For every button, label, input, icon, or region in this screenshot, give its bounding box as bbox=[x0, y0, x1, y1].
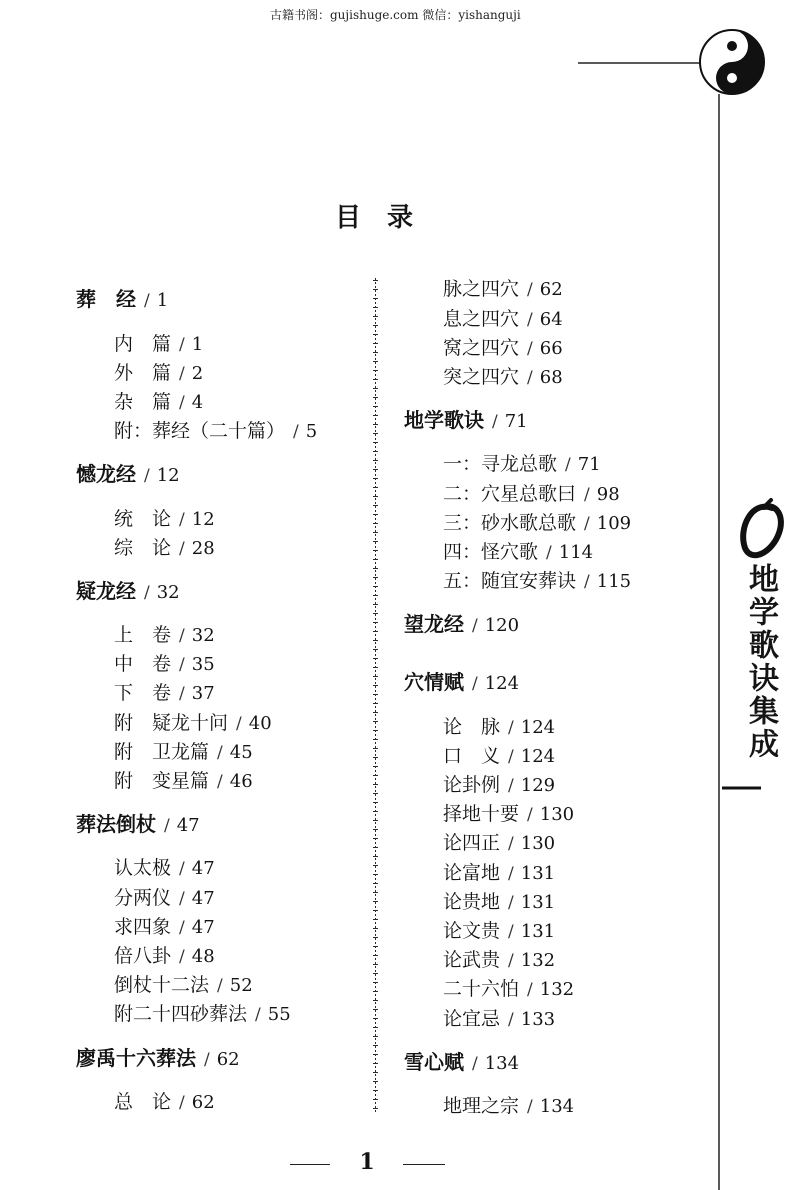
toc-entry-title: 地理之宗 bbox=[443, 1094, 520, 1117]
toc-separator: / bbox=[508, 892, 514, 913]
toc-separator: / bbox=[179, 888, 185, 909]
toc-entry-title: 一：寻龙总歌 bbox=[443, 453, 558, 476]
toc-page-number: 52 bbox=[229, 975, 253, 997]
toc-page-number: 47 bbox=[191, 887, 215, 909]
toc-separator: / bbox=[179, 509, 185, 530]
toc-page-number: 129 bbox=[520, 775, 556, 797]
toc-page-number: 115 bbox=[596, 571, 632, 593]
toc-separator: / bbox=[179, 392, 185, 413]
toc-separator: / bbox=[527, 280, 533, 301]
toc-entry-title: 附 疑龙十问 bbox=[114, 711, 229, 734]
toc-entry-title: 论文贵 bbox=[443, 919, 501, 942]
toc-entry bbox=[0, 505, 360, 534]
toc-entry-title: 附 变星篇 bbox=[114, 770, 210, 793]
toc-entry bbox=[0, 854, 360, 883]
yin-yang-icon bbox=[700, 30, 764, 94]
toc-separator: / bbox=[179, 684, 185, 705]
toc-page-number: 120 bbox=[484, 615, 520, 637]
toc-section-heading bbox=[0, 563, 360, 621]
toc-entry-title: 杂 篇 bbox=[114, 390, 172, 413]
toc-separator: / bbox=[472, 1053, 478, 1074]
toc-entry-title: 求四象 bbox=[114, 915, 172, 938]
toc-entry-title: 上 卷 bbox=[114, 624, 172, 647]
toc-page-number: 62 bbox=[539, 279, 563, 301]
toc-entry bbox=[0, 534, 360, 563]
toc-entry bbox=[0, 913, 360, 942]
toc-entry bbox=[360, 1092, 700, 1121]
toc-entry-title: 总 论 bbox=[114, 1090, 172, 1113]
toc-entry bbox=[360, 946, 700, 975]
toc-entry bbox=[0, 621, 360, 650]
toc-section-heading bbox=[360, 596, 700, 654]
toc-separator: / bbox=[217, 742, 223, 763]
toc-entry bbox=[0, 388, 360, 417]
toc-entry-title: 论富地 bbox=[443, 861, 501, 884]
toc-separator: / bbox=[144, 466, 150, 487]
footer-rule-left bbox=[290, 1164, 330, 1165]
toc-page-number: 45 bbox=[229, 741, 253, 763]
toc-page-number: 68 bbox=[539, 366, 563, 388]
toc-section-heading bbox=[360, 392, 700, 450]
toc-separator: / bbox=[293, 422, 299, 443]
toc-page-number: 133 bbox=[520, 1008, 556, 1030]
toc-page-number: 71 bbox=[577, 454, 601, 476]
toc-page-number: 1 bbox=[191, 333, 204, 355]
toc-entry bbox=[360, 771, 700, 800]
toc-entry bbox=[360, 567, 700, 596]
toc-separator: / bbox=[144, 582, 150, 603]
toc-entry-title: 择地十要 bbox=[443, 803, 520, 826]
toc-entry bbox=[360, 888, 700, 917]
toc-page-number: 130 bbox=[520, 833, 556, 855]
toc-page-number: 28 bbox=[191, 537, 215, 559]
toc-section-heading bbox=[360, 654, 700, 712]
toc-entry bbox=[360, 334, 700, 363]
toc-separator: / bbox=[179, 334, 185, 355]
toc-entry-title: 三：砂水歌总歌 bbox=[443, 511, 577, 534]
toc-entry-title: 五：随宜安葬诀 bbox=[443, 570, 577, 593]
toc-entry bbox=[0, 359, 360, 388]
toc-separator: / bbox=[179, 626, 185, 647]
footer-rule-right bbox=[403, 1164, 445, 1165]
toc-entry bbox=[360, 829, 700, 858]
toc-section-heading bbox=[360, 1034, 700, 1092]
toc-title: 目 录 bbox=[335, 203, 414, 233]
toc-separator: / bbox=[527, 980, 533, 1001]
toc-entry-title: 二十六怕 bbox=[443, 978, 520, 1001]
toc-entry-title: 葬 经 bbox=[76, 287, 136, 312]
toc-entry-title: 二：穴星总歌曰 bbox=[443, 482, 577, 505]
toc-page-number: 114 bbox=[558, 541, 594, 563]
toc-separator: / bbox=[236, 713, 242, 734]
toc-entry-title: 地学歌诀 bbox=[404, 408, 484, 433]
toc-separator: / bbox=[472, 674, 478, 695]
toc-page-number: 131 bbox=[520, 920, 556, 942]
toc-page-number: 130 bbox=[539, 804, 575, 826]
toc-separator: / bbox=[255, 1005, 261, 1026]
toc-page-number: 32 bbox=[156, 581, 180, 603]
toc-entry bbox=[360, 975, 700, 1004]
toc-entry bbox=[360, 917, 700, 946]
toc-separator: / bbox=[584, 572, 590, 593]
toc-entry bbox=[0, 679, 360, 708]
book-title-vertical: 地学歌诀集成 bbox=[743, 563, 778, 761]
toc-page-number: 48 bbox=[191, 945, 215, 967]
toc-entry-title: 论宜忌 bbox=[443, 1007, 501, 1030]
toc-entry-title: 下 卷 bbox=[114, 682, 172, 705]
toc-entry bbox=[360, 800, 700, 829]
toc-page-number: 4 bbox=[191, 391, 204, 413]
toc-entry bbox=[0, 417, 360, 446]
toc-page-number: 131 bbox=[520, 891, 556, 913]
toc-entry-title: 息之四穴 bbox=[443, 307, 520, 330]
toc-entry-title: 脉之四穴 bbox=[443, 278, 520, 301]
toc-entry-title: 论武贵 bbox=[443, 949, 501, 972]
toc-entry bbox=[0, 738, 360, 767]
toc-separator: / bbox=[527, 367, 533, 388]
page-number: 1 bbox=[359, 1149, 375, 1175]
toc-separator: / bbox=[508, 776, 514, 797]
toc-separator: / bbox=[179, 655, 185, 676]
toc-separator: / bbox=[508, 921, 514, 942]
toc-separator: / bbox=[179, 946, 185, 967]
toc-page-number: 66 bbox=[539, 337, 563, 359]
site-watermark: 古籍书阁：gujishuge.com 微信：yishanguji bbox=[270, 8, 521, 22]
toc-entry bbox=[360, 1005, 700, 1034]
toc-separator: / bbox=[204, 1049, 210, 1070]
toc-section-heading bbox=[0, 1030, 360, 1088]
toc-page-number: 131 bbox=[520, 862, 556, 884]
toc-page-number: 1 bbox=[156, 290, 169, 312]
toc-entry bbox=[360, 742, 700, 771]
toc-separator: / bbox=[164, 816, 170, 837]
toc-entry bbox=[360, 509, 700, 538]
toc-separator: / bbox=[565, 455, 571, 476]
toc-page-number: 132 bbox=[520, 950, 556, 972]
toc-separator: / bbox=[508, 1009, 514, 1030]
toc-page-number: 62 bbox=[216, 1048, 240, 1070]
toc-page-number: 124 bbox=[484, 673, 520, 695]
toc-entry bbox=[0, 330, 360, 359]
toc-entry bbox=[0, 1000, 360, 1029]
toc-entry bbox=[360, 363, 700, 392]
toc-separator: / bbox=[508, 863, 514, 884]
toc-page-number: 47 bbox=[176, 815, 200, 837]
toc-section-heading bbox=[0, 285, 360, 329]
toc-separator: / bbox=[179, 363, 185, 384]
toc-column-right bbox=[360, 275, 700, 1121]
toc-entry bbox=[360, 480, 700, 509]
toc-entry-title: 论四正 bbox=[443, 832, 501, 855]
toc-entry bbox=[360, 275, 700, 304]
toc-entry-title: 憾龙经 bbox=[76, 462, 136, 487]
toc-separator: / bbox=[508, 951, 514, 972]
toc-separator: / bbox=[492, 412, 498, 433]
toc-page-number: 64 bbox=[539, 308, 563, 330]
toc-page-number: 47 bbox=[191, 916, 215, 938]
toc-separator: / bbox=[527, 309, 533, 330]
toc-entry-title: 穴情赋 bbox=[404, 670, 464, 695]
toc-entry-title: 论卦例 bbox=[443, 774, 501, 797]
toc-entry bbox=[0, 650, 360, 679]
toc-entry-title: 统 论 bbox=[114, 507, 172, 530]
toc-section-heading bbox=[0, 796, 360, 854]
toc-separator: / bbox=[217, 976, 223, 997]
toc-separator: / bbox=[144, 291, 150, 312]
toc-section-heading bbox=[0, 446, 360, 504]
toc-page-number: 134 bbox=[484, 1052, 520, 1074]
toc-separator: / bbox=[584, 484, 590, 505]
toc-entry-title: 外 篇 bbox=[114, 361, 172, 384]
toc-entry bbox=[0, 709, 360, 738]
toc-page-number: 132 bbox=[539, 979, 575, 1001]
toc-separator: / bbox=[508, 717, 514, 738]
toc-page-number: 32 bbox=[191, 625, 215, 647]
toc-entry-title: 窝之四穴 bbox=[443, 336, 520, 359]
toc-page-number: 12 bbox=[156, 465, 180, 487]
toc-separator: / bbox=[179, 1092, 185, 1113]
toc-separator: / bbox=[584, 513, 590, 534]
toc-entry-title: 倍八卦 bbox=[114, 944, 172, 967]
toc-entry bbox=[0, 942, 360, 971]
toc-entry bbox=[0, 767, 360, 796]
toc-entry bbox=[360, 305, 700, 334]
toc-separator: / bbox=[546, 542, 552, 563]
toc-entry-title: 疑龙经 bbox=[76, 578, 136, 603]
toc-page-number: 124 bbox=[520, 716, 556, 738]
toc-column-left bbox=[0, 285, 360, 1117]
toc-page-number: 55 bbox=[267, 1004, 291, 1026]
toc-entry bbox=[0, 884, 360, 913]
toc-page-number: 109 bbox=[596, 512, 632, 534]
toc-page-number: 124 bbox=[520, 745, 556, 767]
toc-separator: / bbox=[179, 917, 185, 938]
toc-page-number: 46 bbox=[229, 771, 253, 793]
toc-entry-title: 中 卷 bbox=[114, 653, 172, 676]
toc-page-number: 40 bbox=[248, 712, 272, 734]
toc-entry-title: 论贵地 bbox=[443, 890, 501, 913]
toc-entry-title: 雪心赋 bbox=[404, 1049, 464, 1074]
toc-separator: / bbox=[179, 538, 185, 559]
toc-entry-title: 廖禹十六葬法 bbox=[76, 1045, 196, 1070]
toc-entry bbox=[360, 450, 700, 479]
toc-page-number: 5 bbox=[305, 421, 318, 443]
toc-entry-title: 倒杖十二法 bbox=[114, 974, 210, 997]
toc-entry-title: 综 论 bbox=[114, 536, 172, 559]
toc-entry-title: 分两仪 bbox=[114, 886, 172, 909]
toc-separator: / bbox=[527, 338, 533, 359]
toc-page-number: 35 bbox=[191, 654, 215, 676]
toc-entry-title: 附：葬经（二十篇） bbox=[114, 420, 286, 443]
toc-entry-title: 认太极 bbox=[114, 857, 172, 880]
toc-entry-title: 突之四穴 bbox=[443, 365, 520, 388]
toc-entry-title: 四：怪穴歌 bbox=[443, 540, 539, 563]
toc-separator: / bbox=[179, 859, 185, 880]
toc-page-number: 62 bbox=[191, 1091, 215, 1113]
toc-page-number: 98 bbox=[596, 483, 620, 505]
toc-entry-title: 葬法倒杖 bbox=[76, 812, 156, 837]
toc-separator: / bbox=[472, 616, 478, 637]
toc-entry-title: 内 篇 bbox=[114, 332, 172, 355]
toc-entry bbox=[360, 859, 700, 888]
toc-entry-title: 附 卫龙篇 bbox=[114, 740, 210, 763]
toc-entry-title: 望龙经 bbox=[404, 612, 464, 637]
toc-page-number: 2 bbox=[191, 362, 204, 384]
toc-page-number: 37 bbox=[191, 683, 215, 705]
toc-entry-title: 口 义 bbox=[443, 744, 501, 767]
toc-entry bbox=[360, 538, 700, 567]
toc-entry-title: 附二十四砂葬法 bbox=[114, 1003, 248, 1026]
toc-separator: / bbox=[508, 834, 514, 855]
toc-separator: / bbox=[508, 746, 514, 767]
toc-page-number: 12 bbox=[191, 508, 215, 530]
toc-separator: / bbox=[527, 805, 533, 826]
toc-entry bbox=[0, 1088, 360, 1117]
toc-entry bbox=[360, 713, 700, 742]
toc-page-number: 71 bbox=[504, 411, 528, 433]
toc-page-number: 134 bbox=[539, 1095, 575, 1117]
toc-separator: / bbox=[527, 1096, 533, 1117]
toc-page-number: 47 bbox=[191, 858, 215, 880]
swirl-logo-icon bbox=[743, 500, 781, 555]
toc-entry bbox=[0, 971, 360, 1000]
toc-separator: / bbox=[217, 772, 223, 793]
toc-entry-title: 论 脉 bbox=[443, 715, 501, 738]
